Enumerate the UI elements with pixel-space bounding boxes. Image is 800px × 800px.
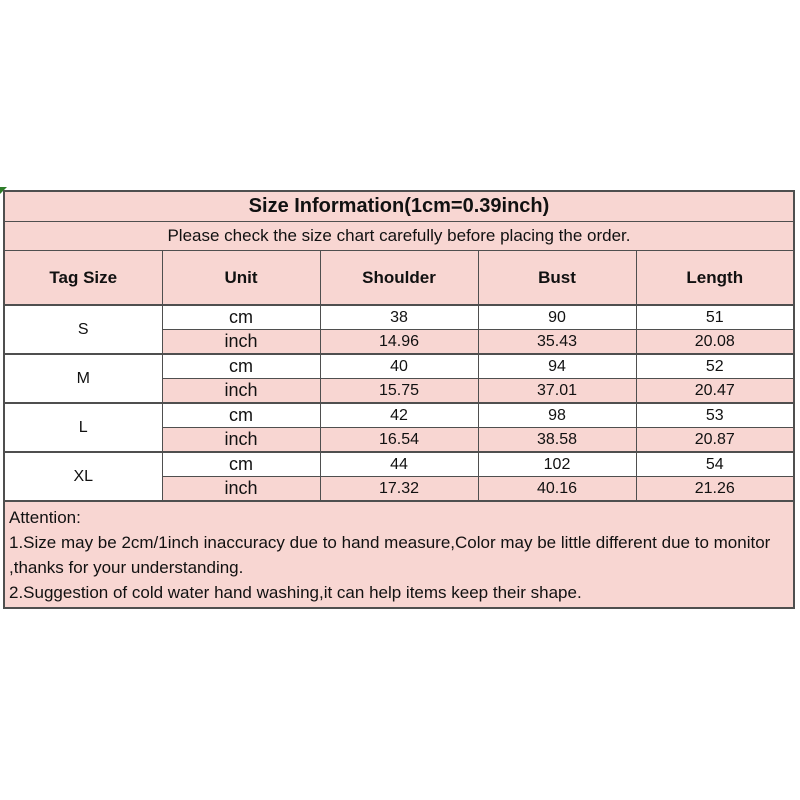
attention-row [4,501,794,608]
length-value: 51 [636,305,794,330]
tag-cell-l: L [4,403,162,452]
column-header-tag-size: Tag Size [4,251,162,306]
shoulder-value: 17.32 [320,477,478,502]
length-value: 54 [636,452,794,477]
unit-cell: cm [162,354,320,379]
chart-subtitle: Please check the size chart carefully before placing the order. [4,222,794,251]
column-header-bust: Bust [478,251,636,306]
size-row-s-cm [4,305,794,330]
bust-value: 102 [478,452,636,477]
length-value: 53 [636,403,794,428]
column-header-shoulder: Shoulder [320,251,478,306]
shoulder-value: 44 [320,452,478,477]
column-header-row [4,251,794,306]
attention-heading: Attention: [9,508,81,527]
bust-value: 90 [478,305,636,330]
shoulder-value: 16.54 [320,428,478,453]
chart-title: Size Information(1cm=0.39inch) [4,191,794,222]
bust-value: 35.43 [478,330,636,355]
attention-line-3: 2.Suggestion of cold water hand washing,it can help items keep their shape. [9,583,582,602]
subtitle-row [4,222,794,251]
bust-value: 98 [478,403,636,428]
length-value: 20.47 [636,379,794,404]
tag-cell-m: M [4,354,162,403]
length-value: 52 [636,354,794,379]
attention-note [4,501,794,608]
shoulder-value: 15.75 [320,379,478,404]
unit-cell: cm [162,305,320,330]
title-row [4,191,794,222]
attention-line-2: ,thanks for your understanding. [9,558,244,577]
bust-value: 38.58 [478,428,636,453]
unit-cell: cm [162,403,320,428]
unit-cell: inch [162,477,320,502]
shoulder-value: 42 [320,403,478,428]
bust-value: 40.16 [478,477,636,502]
size-row-l-cm [4,403,794,428]
length-value: 20.08 [636,330,794,355]
unit-cell: inch [162,428,320,453]
tag-cell-s: S [4,305,162,354]
tag-cell-xl: XL [4,452,162,501]
column-header-unit: Unit [162,251,320,306]
size-row-xl-cm [4,452,794,477]
bust-value: 94 [478,354,636,379]
length-value: 20.87 [636,428,794,453]
shoulder-value: 14.96 [320,330,478,355]
length-value: 21.26 [636,477,794,502]
attention-line-1: 1.Size may be 2cm/1inch inaccuracy due to hand measure,Color may be little different due to monitor [9,533,771,552]
unit-cell: inch [162,379,320,404]
bust-value: 37.01 [478,379,636,404]
size-row-m-cm [4,354,794,379]
unit-cell: cm [162,452,320,477]
shoulder-value: 40 [320,354,478,379]
size-chart-table [3,190,795,609]
shoulder-value: 38 [320,305,478,330]
unit-cell: inch [162,330,320,355]
column-header-length: Length [636,251,794,306]
